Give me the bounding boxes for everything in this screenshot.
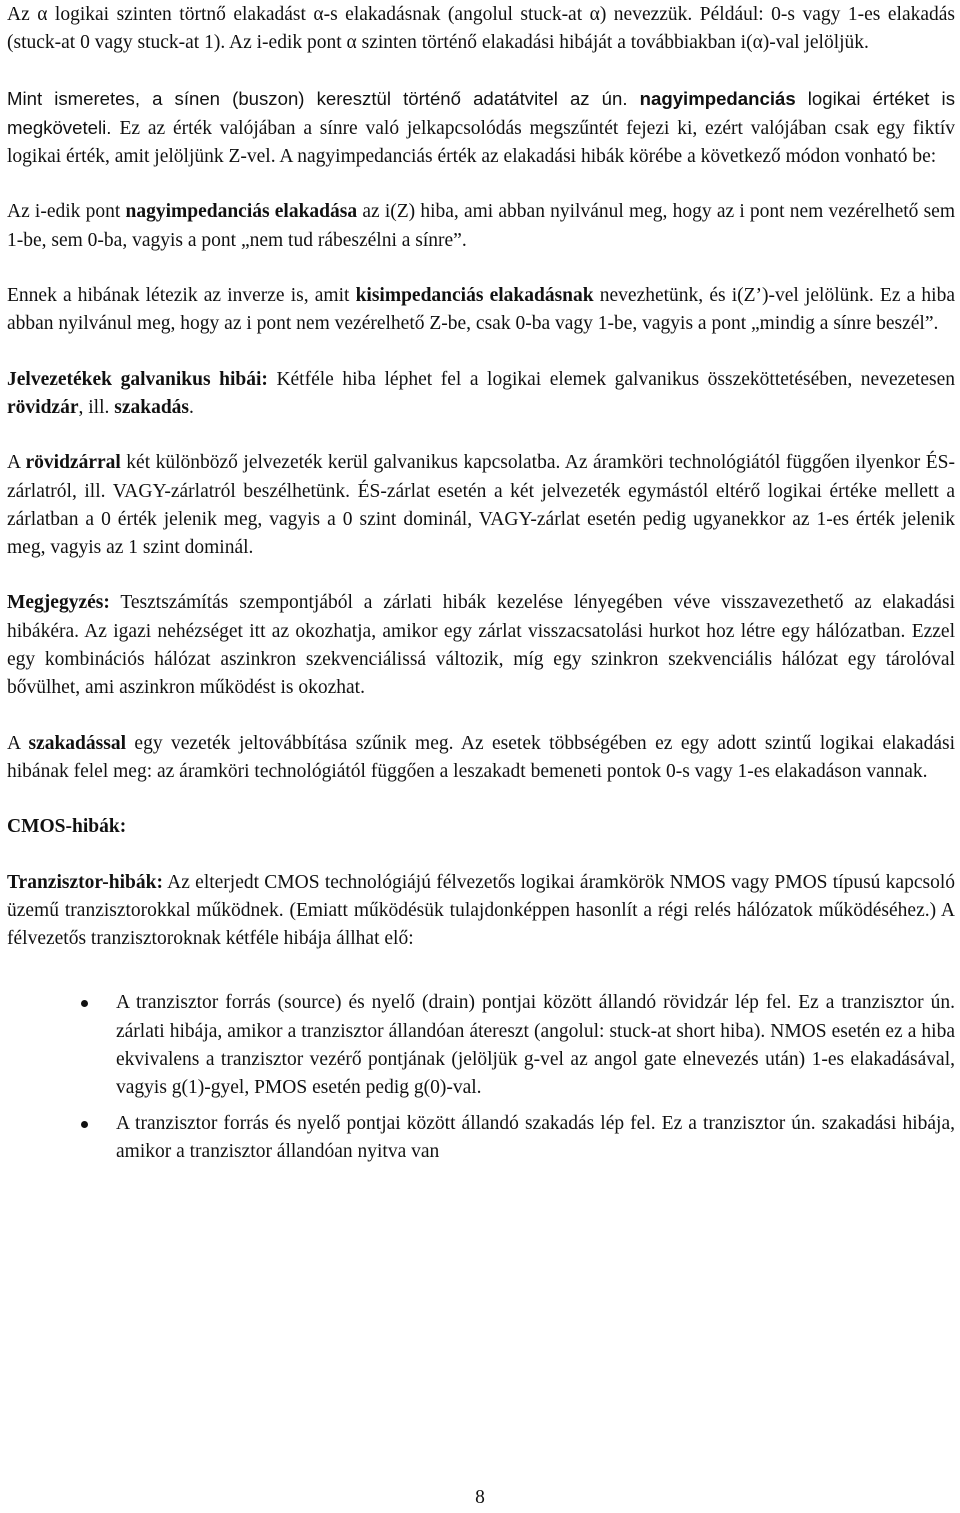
paragraph-wire-faults: Jelvezetékek galvanikus hibái: Kétféle hiba léphet fel a logikai elemek galvanikus összeköttetésében, nevezetesen rövidzár, ill. szakadás. xyxy=(7,368,955,418)
paragraph-high-impedance: Mint ismeretes, a sínen (buszon) keresztül történő adatátvitel az ún. nagyimpedanciás logikai értéket is megköveteli. Ez az érték valójában a sínre való jelkapcsolódás megszűntét fejezi ki, ezért valójában csak egy fiktív logikai érték, amit jelöljünk Z-vel. A nagyimpedanciás érték az elakadási hibák körébe a következő módon vonható be: xyxy=(7,87,955,168)
fault-bullet-list xyxy=(7,989,955,1166)
paragraph-stuck-at: Az α logikai szinten törtnő elakadást α-s elakadásnak (angolul stuck-at α) nevezzük. Például: 0-s vagy 1-es elakadás (stuck-at 0 vagy stuck-at 1). Az i-edik pont α szinten történő elakadási hibáját a továbbiakban i(α)-val jelöljük. xyxy=(7,4,955,54)
bullet-icon xyxy=(81,1000,88,1007)
paragraph-transistor-faults: Tranzisztor-hibák: Az elterjedt CMOS technológiájú félvezetős logikai áramkörök NMOS vagy PMOS típusú kapcsoló üzemű tranzisztorokkal működnek. (Emiatt működésük tulajdonképpen hasonlít a régi relés hálózatok működéséhez.) A félvezetős tranzisztoroknak kétféle hibája állhat elő: xyxy=(7,871,955,950)
section-heading-cmos: CMOS-hibák: xyxy=(7,816,127,838)
paragraph-note: Megjegyzés: Tesztszámítás szempontjából a zárlati hibák kezelése lényegében véve visszavezethető az elakadási hibákéra. Az igazi nehézséget itt az okozhatja, amikor egy zárlat visszacsatolási hurkot hoz létre egy hálózatban. Ezzel egy kombinációs hálózat aszinkron szekvenciálissá változik, míg egy szinkron szekvenciális hálózat egy tárolóval bővülhet, ami aszinkron működést is okozhat. xyxy=(7,592,955,699)
document-page xyxy=(7,0,955,1166)
page-number: 8 xyxy=(475,1487,485,1508)
paragraph-open-circuit: A szakadással egy vezeték jeltovábbítása szűnik meg. Az esetek többségében ez egy adott szintű logikai elakadási hibának felel meg: az áramköri technológiától függően a leszakadt bemeneti pontok 0-s vagy 1-es elakadáson vannak. xyxy=(7,732,955,782)
paragraph-high-impedance-fault: Az i-edik pont nagyimpedanciás elakadása az i(Z) hiba, ami abban nyilvánul meg, hogy az i pont nem vezérelhető sem 1-be, sem 0-ba, vagyis a pont „nem tud rábeszélni a sínre”. xyxy=(7,201,956,251)
list-item: A tranzisztor forrás (source) és nyelő (drain) pontjai között állandó rövidzár lép fel. Ez a tranzisztor ún. zárlati hibája, amikor a tranzisztor állandóan átereszt (angolul: stuck-at short hiba). NMOS esetén ez a hiba ekvivalens a tranzisztor vezérő pontjának (jelöljük g-vel az angol gate elnevezés után) 1-es elakadásával, vagyis g(1)-gyel, PMOS esetén pedig g(0)-val. xyxy=(7,989,955,1102)
bullet-icon xyxy=(81,1121,88,1128)
paragraph-short-circuit: A rövidzárral két különböző jelvezeték kerül galvanikus kapcsolatba. Az áramköri technológiától függően ilyenkor ÉS-zárlatról, ill. VAGY-zárlatról beszélhetünk. ÉS-zárlat esetén a két jelvezeték egymástól eltérő logikai értéke mellett a zárlatban a 0 érték jelenik meg, vagyis a 0 szint dominál, VAGY-zárlat esetén pedig ugyanekkor az 1-es érték jelenik meg, vagyis az 1 szint dominál. xyxy=(7,452,955,559)
paragraph-low-impedance-fault: Ennek a hibának létezik az inverze is, amit kisimpedanciás elakadásnak nevezhetünk, és i(Z’)-vel jelölünk. Ez a hiba abban nyilvánul meg, hogy az i pont nem vezérelhető Z-be, csak 0-ba vagy 1-be, vagyis a pont „mindig a sínre beszél”. xyxy=(7,285,955,335)
list-item: A tranzisztor forrás és nyelő pontjai között állandó szakadás lép fel. Ez a tranzisztor ún. szakadási hibája, amikor a tranzisztor állandóan nyitva van xyxy=(7,1110,955,1167)
